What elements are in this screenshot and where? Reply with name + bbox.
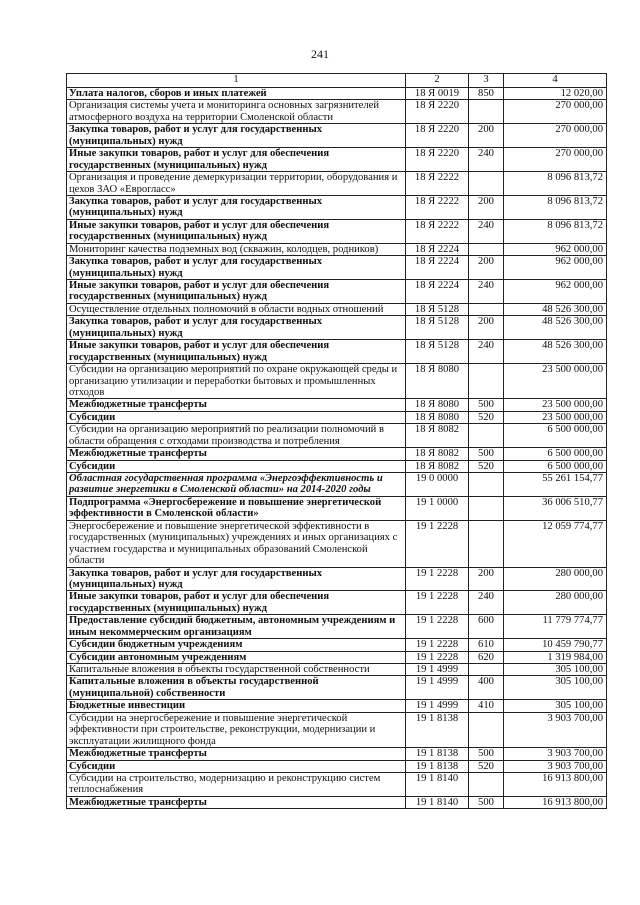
row-expense-type-cell: 610 [469,639,504,651]
row-expense-type-cell: 600 [469,615,504,639]
row-name-cell: Иные закупки товаров, работ и услуг для обеспечения государственных (муниципальных) нужд [67,280,406,304]
row-amount-cell: 23 500 000,00 [504,399,607,411]
row-code-cell: 18 Я 8082 [406,460,469,472]
row-amount-cell: 11 779 774,77 [504,615,607,639]
row-name-cell: Предоставление субсидий бюджетным, автономным учреждениям и иным некоммерческим организациям [67,615,406,639]
table-row [67,172,607,196]
table-row [67,772,607,796]
header-row [67,74,607,88]
row-code-cell: 19 1 2228 [406,639,469,651]
table-row [67,148,607,172]
row-expense-type-cell [469,473,504,497]
table-row [67,760,607,772]
row-amount-cell: 23 500 000,00 [504,364,607,399]
row-code-cell: 18 Я 8080 [406,364,469,399]
row-code-cell: 18 Я 5128 [406,340,469,364]
row-code-cell: 18 Я 8080 [406,411,469,423]
row-expense-type-cell [469,303,504,315]
row-name-cell: Субсидии на организацию мероприятий по охране окружающей среды и организацию утилизации и переработки бытовых и промышленных отходов [67,364,406,399]
row-expense-type-cell [469,243,504,255]
budget-table [66,73,607,809]
row-code-cell: 19 1 2228 [406,615,469,639]
row-name-cell: Закупка товаров, работ и услуг для государственных (муниципальных) нужд [67,316,406,340]
table-row [67,520,607,567]
row-expense-type-cell: 240 [469,148,504,172]
row-expense-type-cell: 520 [469,411,504,423]
row-amount-cell: 10 459 790,77 [504,639,607,651]
row-amount-cell: 6 500 000,00 [504,460,607,472]
table-row [67,316,607,340]
table-row [67,411,607,423]
row-code-cell: 18 Я 2222 [406,219,469,243]
row-amount-cell: 12 020,00 [504,88,607,100]
row-name-cell: Закупка товаров, работ и услуг для государственных (муниципальных) нужд [67,256,406,280]
row-code-cell: 19 1 2228 [406,520,469,567]
row-expense-type-cell: 520 [469,760,504,772]
row-name-cell: Иные закупки товаров, работ и услуг для обеспечения государственных (муниципальных) нужд [67,148,406,172]
row-expense-type-cell: 500 [469,399,504,411]
row-name-cell: Уплата налогов, сборов и иных платежей [67,88,406,100]
table-row [67,303,607,315]
table-row [67,700,607,712]
row-expense-type-cell: 500 [469,748,504,760]
row-expense-type-cell: 240 [469,591,504,615]
table-row [67,399,607,411]
table-row [67,124,607,148]
row-expense-type-cell: 400 [469,676,504,700]
row-code-cell: 18 Я 2224 [406,280,469,304]
row-name-cell: Мониторинг качества подземных вод (скважин, колодцев, родников) [67,243,406,255]
row-amount-cell: 8 096 813,72 [504,195,607,219]
row-amount-cell: 280 000,00 [504,567,607,591]
row-expense-type-cell [469,496,504,520]
row-code-cell: 18 Я 5128 [406,303,469,315]
row-code-cell: 18 Я 2222 [406,172,469,196]
table-row [67,664,607,676]
row-code-cell: 19 1 8138 [406,760,469,772]
row-amount-cell: 270 000,00 [504,148,607,172]
row-amount-cell: 305 100,00 [504,700,607,712]
row-expense-type-cell: 240 [469,340,504,364]
table-row [67,219,607,243]
table-row [67,424,607,448]
row-name-cell: Субсидии [67,460,406,472]
row-expense-type-cell: 240 [469,219,504,243]
row-amount-cell: 270 000,00 [504,100,607,124]
table-row [67,460,607,472]
table-row [67,615,607,639]
table-row [67,639,607,651]
row-code-cell: 18 Я 2224 [406,256,469,280]
row-amount-cell: 8 096 813,72 [504,219,607,243]
row-expense-type-cell: 240 [469,280,504,304]
table-body [67,88,607,809]
row-amount-cell: 12 059 774,77 [504,520,607,567]
row-code-cell: 18 Я 0019 [406,88,469,100]
row-amount-cell: 8 096 813,72 [504,172,607,196]
row-amount-cell: 55 261 154,77 [504,473,607,497]
row-expense-type-cell: 200 [469,567,504,591]
row-amount-cell: 48 526 300,00 [504,340,607,364]
row-amount-cell: 962 000,00 [504,243,607,255]
row-code-cell: 19 1 4999 [406,676,469,700]
row-name-cell: Подпрограмма «Энергосбережение и повышение энергетической эффективности в Смоленской области» [67,496,406,520]
row-name-cell: Субсидии на организацию мероприятий по реализации полномочий в области обращения с отходами производства и потребления [67,424,406,448]
table-row [67,100,607,124]
row-name-cell: Субсидии [67,411,406,423]
table-row [67,712,607,747]
table-row [67,340,607,364]
row-amount-cell: 48 526 300,00 [504,303,607,315]
table-row [67,796,607,808]
table-row [67,591,607,615]
row-name-cell: Межбюджетные трансферты [67,448,406,460]
row-expense-type-cell [469,712,504,747]
row-amount-cell: 270 000,00 [504,124,607,148]
row-code-cell: 18 Я 2220 [406,148,469,172]
row-amount-cell: 280 000,00 [504,591,607,615]
row-expense-type-cell: 850 [469,88,504,100]
row-name-cell: Областная государственная программа «Энергоэффективность и развитие энергетики в Смоленской области» на 2014-2020 годы [67,473,406,497]
row-code-cell: 18 Я 8082 [406,448,469,460]
row-name-cell: Межбюджетные трансферты [67,796,406,808]
header-col-1: 1 [67,74,406,88]
row-amount-cell: 3 903 700,00 [504,760,607,772]
row-name-cell: Субсидии на энергосбережение и повышение энергетической эффективности при строительстве, реконструкции, модернизации и эксплуатации жилищного фонда [67,712,406,747]
row-code-cell: 18 Я 2224 [406,243,469,255]
row-amount-cell: 6 500 000,00 [504,448,607,460]
table-row [67,496,607,520]
row-code-cell: 19 1 4999 [406,664,469,676]
header-col-4: 4 [504,74,607,88]
row-expense-type-cell [469,172,504,196]
row-name-cell: Бюджетные инвестиции [67,700,406,712]
row-amount-cell: 3 903 700,00 [504,748,607,760]
row-code-cell: 18 Я 2220 [406,124,469,148]
row-name-cell: Иные закупки товаров, работ и услуг для обеспечения государственных (муниципальных) нужд [67,591,406,615]
row-name-cell: Субсидии автономным учреждениям [67,651,406,663]
row-amount-cell: 16 913 800,00 [504,772,607,796]
table-row [67,567,607,591]
row-expense-type-cell [469,364,504,399]
row-expense-type-cell: 620 [469,651,504,663]
row-code-cell: 19 1 8138 [406,712,469,747]
table-row [67,448,607,460]
row-expense-type-cell: 500 [469,448,504,460]
table-row [67,748,607,760]
row-code-cell: 19 1 0000 [406,496,469,520]
row-expense-type-cell: 500 [469,796,504,808]
header-col-3: 3 [469,74,504,88]
row-expense-type-cell: 200 [469,195,504,219]
table-row [67,676,607,700]
row-name-cell: Капитальные вложения в объекты государственной собственности [67,664,406,676]
row-code-cell: 19 1 8140 [406,796,469,808]
table-row [67,88,607,100]
row-amount-cell: 16 913 800,00 [504,796,607,808]
row-expense-type-cell [469,772,504,796]
row-name-cell: Субсидии бюджетным учреждениям [67,639,406,651]
table-row [67,243,607,255]
row-expense-type-cell: 410 [469,700,504,712]
row-code-cell: 19 1 4999 [406,700,469,712]
row-name-cell: Организация системы учета и мониторинга основных загрязнителей атмосферного воздуха на территории Смоленской области [67,100,406,124]
row-name-cell: Закупка товаров, работ и услуг для государственных (муниципальных) нужд [67,567,406,591]
row-amount-cell: 36 006 510,77 [504,496,607,520]
row-name-cell: Осуществление отдельных полномочий в области водных отношений [67,303,406,315]
row-name-cell: Закупка товаров, работ и услуг для государственных (муниципальных) нужд [67,124,406,148]
row-code-cell: 18 Я 2222 [406,195,469,219]
row-expense-type-cell [469,100,504,124]
row-name-cell: Капитальные вложения в объекты государственной (муниципальной) собственности [67,676,406,700]
row-name-cell: Энергосбережение и повышение энергетической эффективности в государственных (муниципальных) учреждениях и иных организациях с участием государства и муниципальных образований Смоленской области [67,520,406,567]
row-code-cell: 19 1 2228 [406,567,469,591]
row-expense-type-cell [469,520,504,567]
row-amount-cell: 962 000,00 [504,256,607,280]
row-amount-cell: 6 500 000,00 [504,424,607,448]
row-name-cell: Межбюджетные трансферты [67,399,406,411]
table-row [67,364,607,399]
row-code-cell: 19 1 2228 [406,591,469,615]
row-amount-cell: 23 500 000,00 [504,411,607,423]
row-amount-cell: 962 000,00 [504,280,607,304]
row-code-cell: 19 1 8140 [406,772,469,796]
row-expense-type-cell [469,424,504,448]
row-code-cell: 19 1 8138 [406,748,469,760]
row-name-cell: Субсидии [67,760,406,772]
row-expense-type-cell: 200 [469,256,504,280]
row-name-cell: Субсидии на строительство, модернизацию и реконструкцию систем теплоснабжения [67,772,406,796]
table-row [67,195,607,219]
row-amount-cell: 48 526 300,00 [504,316,607,340]
row-amount-cell: 1 319 984,00 [504,651,607,663]
row-amount-cell: 305 100,00 [504,676,607,700]
row-expense-type-cell: 200 [469,124,504,148]
row-name-cell: Закупка товаров, работ и услуг для государственных (муниципальных) нужд [67,195,406,219]
table-row [67,651,607,663]
row-expense-type-cell [469,664,504,676]
row-name-cell: Организация и проведение демеркуризации территории, оборудования и цехов ЗАО «Еврогласс» [67,172,406,196]
table-row [67,280,607,304]
row-name-cell: Иные закупки товаров, работ и услуг для обеспечения государственных (муниципальных) нужд [67,340,406,364]
row-code-cell: 18 Я 5128 [406,316,469,340]
header-col-2: 2 [406,74,469,88]
row-amount-cell: 305 100,00 [504,664,607,676]
row-amount-cell: 3 903 700,00 [504,712,607,747]
row-code-cell: 19 0 0000 [406,473,469,497]
row-code-cell: 19 1 2228 [406,651,469,663]
row-expense-type-cell: 200 [469,316,504,340]
row-name-cell: Межбюджетные трансферты [67,748,406,760]
row-code-cell: 18 Я 2220 [406,100,469,124]
row-code-cell: 18 Я 8082 [406,424,469,448]
row-name-cell: Иные закупки товаров, работ и услуг для обеспечения государственных (муниципальных) нужд [67,219,406,243]
page-number: 241 [311,47,329,61]
row-code-cell: 18 Я 8080 [406,399,469,411]
table-row [67,256,607,280]
table-row [67,473,607,497]
row-expense-type-cell: 520 [469,460,504,472]
